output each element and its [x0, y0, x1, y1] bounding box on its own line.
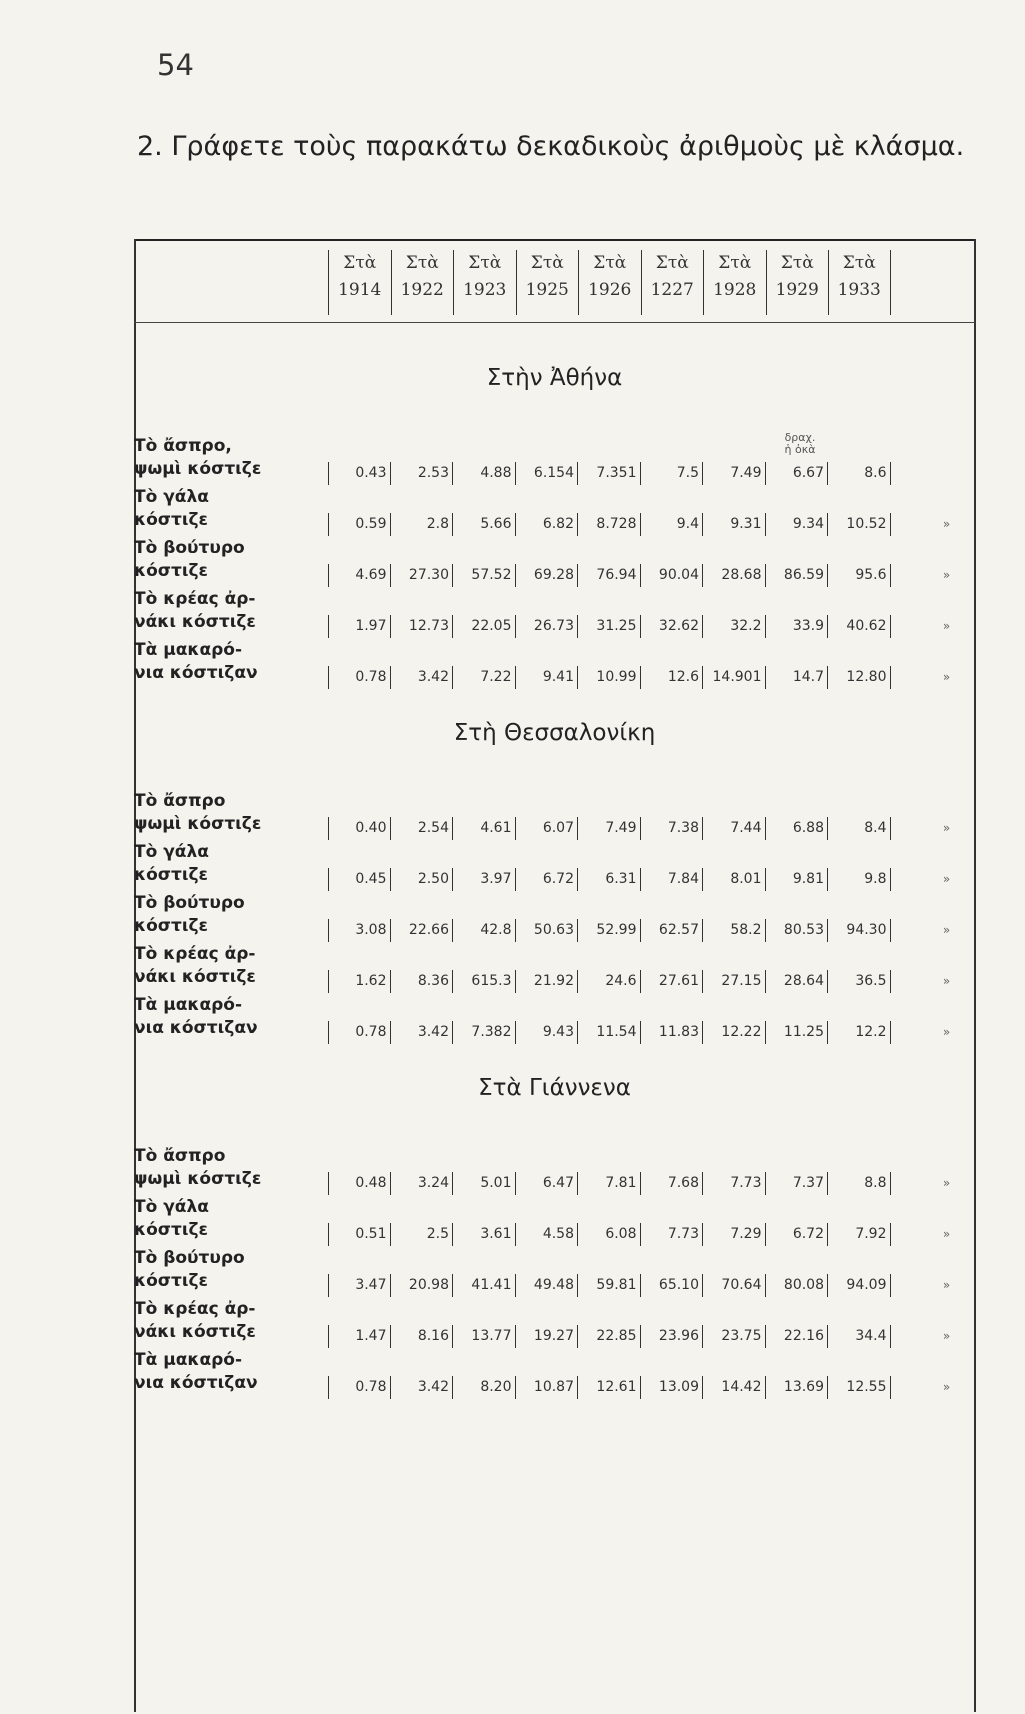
price-cell: 14.901 — [703, 666, 766, 689]
year-header — [828, 250, 891, 315]
unit-header-line2: ἡ ὀκὰ — [784, 443, 816, 456]
year-prefix: Στὰ — [343, 253, 377, 273]
price-cell: 80.08 — [766, 1274, 829, 1297]
price-cell: 4.61 — [453, 817, 516, 840]
price-cell: 9.43 — [516, 1021, 579, 1044]
row-label — [134, 943, 322, 989]
price-cell: 10.87 — [516, 1376, 579, 1399]
year-value: 1933 — [837, 280, 881, 300]
year-prefix: Στὰ — [780, 253, 814, 273]
price-cell: 6.47 — [516, 1172, 579, 1195]
price-cell: 6.07 — [516, 817, 579, 840]
price-cell: 11.83 — [641, 1021, 704, 1044]
price-cell: 8.6 — [828, 462, 891, 485]
price-cell: 8.01 — [703, 868, 766, 891]
price-cell: 33.9 — [766, 615, 829, 638]
price-cell: 3.97 — [453, 868, 516, 891]
year-value: 1928 — [713, 280, 757, 300]
price-cell: 7.49 — [703, 462, 766, 485]
price-cell: 3.08 — [328, 919, 391, 942]
year-header — [766, 250, 829, 315]
row-label-line1: Τὸ ἄσπρο — [134, 791, 226, 811]
row-label-line2: νάκι κόστιζε — [134, 612, 256, 632]
table-row — [134, 1145, 975, 1195]
price-cell: 3.61 — [453, 1223, 516, 1246]
year-value: 1929 — [775, 280, 819, 300]
year-prefix: Στὰ — [655, 253, 689, 273]
price-cell: 40.62 — [828, 615, 891, 638]
year-value: 1925 — [525, 280, 569, 300]
year-header-row — [328, 250, 891, 315]
row-label — [134, 892, 322, 938]
section-title: Στὰ Γιάννενα — [478, 1075, 631, 1101]
price-cell: 0.78 — [328, 1021, 391, 1044]
row-label — [134, 1145, 322, 1191]
price-cell: 4.88 — [453, 462, 516, 485]
price-cell: 6.82 — [516, 513, 579, 536]
price-cell: 8.4 — [828, 817, 891, 840]
row-label-line1: Τὸ ἄσπρο — [134, 1146, 226, 1166]
price-cell: 0.78 — [328, 666, 391, 689]
table-row — [134, 486, 975, 536]
price-cell: 1.47 — [328, 1325, 391, 1348]
price-cell: 6.31 — [578, 868, 641, 891]
unit-ditto-mark: » — [942, 670, 951, 684]
price-cell: 49.48 — [516, 1274, 579, 1297]
price-cell: 94.09 — [828, 1274, 891, 1297]
price-cell: 7.38 — [641, 817, 704, 840]
table-row — [134, 435, 975, 485]
price-cell: 8.16 — [391, 1325, 454, 1348]
price-cell: 34.4 — [828, 1325, 891, 1348]
year-header — [328, 250, 391, 315]
price-cell: 7.84 — [641, 868, 704, 891]
unit-header-line1: δραχ. — [784, 431, 816, 444]
price-cell: 2.8 — [391, 513, 454, 536]
price-cell: 22.05 — [453, 615, 516, 638]
row-label-line2: νάκι κόστιζε — [134, 1322, 256, 1342]
year-value: 1227 — [650, 280, 694, 300]
row-label-line2: κόστιζε — [134, 561, 208, 581]
year-prefix: Στὰ — [718, 253, 752, 273]
table-row — [134, 994, 975, 1044]
row-label-line1: Τὸ βούτυρο — [134, 1248, 245, 1268]
row-label-line2: κόστιζε — [134, 1220, 208, 1240]
price-cell: 9.8 — [828, 868, 891, 891]
year-header — [453, 250, 516, 315]
price-cell: 28.68 — [703, 564, 766, 587]
price-cell: 9.81 — [766, 868, 829, 891]
price-cell: 3.24 — [391, 1172, 454, 1195]
price-cell: 12.2 — [828, 1021, 891, 1044]
price-cell: 2.53 — [391, 462, 454, 485]
price-cell: 28.64 — [766, 970, 829, 993]
row-label-line1: Τὰ μακαρό- — [134, 640, 243, 660]
price-cell: 0.48 — [328, 1172, 391, 1195]
price-cell: 3.42 — [391, 1376, 454, 1399]
row-label-line1: Τὸ γάλα — [134, 1197, 209, 1217]
year-header — [703, 250, 766, 315]
year-header — [641, 250, 704, 315]
price-cell: 7.44 — [703, 817, 766, 840]
row-label — [134, 537, 322, 583]
price-cell: 12.73 — [391, 615, 454, 638]
price-cell: 0.40 — [328, 817, 391, 840]
price-cell: 0.59 — [328, 513, 391, 536]
price-cell: 3.42 — [391, 666, 454, 689]
year-header — [578, 250, 641, 315]
row-label — [134, 1349, 322, 1395]
price-cell: 6.72 — [766, 1223, 829, 1246]
row-label-line2: νια κόστιζαν — [134, 1373, 258, 1393]
year-header — [391, 250, 454, 315]
price-cell: 10.99 — [578, 666, 641, 689]
price-cell: 70.64 — [703, 1274, 766, 1297]
price-cell: 26.73 — [516, 615, 579, 638]
row-label-line2: κόστιζε — [134, 865, 208, 885]
price-cell: 7.73 — [641, 1223, 704, 1246]
row-label — [134, 841, 322, 887]
price-cell: 7.73 — [703, 1172, 766, 1195]
year-value: 1926 — [588, 280, 632, 300]
row-label — [134, 486, 322, 532]
price-cell: 8.20 — [453, 1376, 516, 1399]
price-cell: 6.154 — [516, 462, 579, 485]
price-cell: 3.42 — [391, 1021, 454, 1044]
price-cell: 76.94 — [578, 564, 641, 587]
price-cell: 23.75 — [703, 1325, 766, 1348]
unit-ditto-mark: » — [942, 923, 951, 937]
price-cell: 23.96 — [641, 1325, 704, 1348]
unit-ditto-mark: » — [942, 1329, 951, 1343]
price-cell: 12.80 — [828, 666, 891, 689]
row-label — [134, 1196, 322, 1242]
row-label — [134, 639, 322, 685]
year-value: 1914 — [338, 280, 382, 300]
price-cell: 0.45 — [328, 868, 391, 891]
price-cell: 7.92 — [828, 1223, 891, 1246]
price-cell: 52.99 — [578, 919, 641, 942]
price-cell: 1.97 — [328, 615, 391, 638]
price-cell: 9.34 — [766, 513, 829, 536]
unit-ditto-mark: » — [942, 821, 951, 835]
year-prefix: Στὰ — [405, 253, 439, 273]
price-cell: 7.81 — [578, 1172, 641, 1195]
unit-ditto-mark: » — [942, 1227, 951, 1241]
year-prefix: Στὰ — [593, 253, 627, 273]
row-label-line1: Τὸ γάλα — [134, 487, 209, 507]
table-row — [134, 790, 975, 840]
year-prefix: Στὰ — [468, 253, 502, 273]
row-label-line1: Τὸ βούτυρο — [134, 893, 245, 913]
price-cell: 2.5 — [391, 1223, 454, 1246]
exercise-text: 2. Γράφετε τοὺς παρακάτω δεκαδικοὺς ἀριθμοὺς μὲ κλάσμα. — [137, 131, 965, 162]
price-cell: 94.30 — [828, 919, 891, 942]
price-cell: 7.49 — [578, 817, 641, 840]
price-cell: 59.81 — [578, 1274, 641, 1297]
unit-ditto-mark: » — [942, 619, 951, 633]
price-cell: 13.77 — [453, 1325, 516, 1348]
price-cell: 0.43 — [328, 462, 391, 485]
price-cell: 3.47 — [328, 1274, 391, 1297]
price-cell: 42.8 — [453, 919, 516, 942]
unit-ditto-mark: » — [942, 1380, 951, 1394]
table-row — [134, 841, 975, 891]
price-cell: 69.28 — [516, 564, 579, 587]
table-row — [134, 1247, 975, 1297]
price-cell: 8.36 — [391, 970, 454, 993]
row-label — [134, 588, 322, 634]
price-cell: 31.25 — [578, 615, 641, 638]
row-label-line1: Τὰ μακαρό- — [134, 1350, 243, 1370]
table-row — [134, 1298, 975, 1348]
price-cell: 6.08 — [578, 1223, 641, 1246]
price-cell: 95.6 — [828, 564, 891, 587]
price-cell: 27.61 — [641, 970, 704, 993]
row-label-line2: κόστιζε — [134, 1271, 208, 1291]
price-cell: 14.42 — [703, 1376, 766, 1399]
price-cell: 0.78 — [328, 1376, 391, 1399]
price-cell: 2.50 — [391, 868, 454, 891]
unit-ditto-mark: » — [942, 974, 951, 988]
year-value: 1923 — [463, 280, 507, 300]
row-label-line2: κόστιζε — [134, 510, 208, 530]
price-cell: 32.2 — [703, 615, 766, 638]
unit-ditto-mark: » — [942, 1278, 951, 1292]
row-label-line1: Τὸ κρέας ἀρ- — [134, 589, 256, 609]
price-cell: 1.62 — [328, 970, 391, 993]
row-label-line1: Τὰ μακαρό- — [134, 995, 243, 1015]
unit-ditto-mark: » — [942, 517, 951, 531]
price-cell: 41.41 — [453, 1274, 516, 1297]
price-cell: 21.92 — [516, 970, 579, 993]
price-cell: 22.16 — [766, 1325, 829, 1348]
row-label — [134, 435, 322, 481]
section-title: Στὴ Θεσσαλονίκη — [453, 720, 656, 746]
section-title: Στὴν Ἀθήνα — [486, 365, 623, 391]
price-cell: 8.728 — [578, 513, 641, 536]
price-cell: 8.8 — [828, 1172, 891, 1195]
price-cell: 62.57 — [641, 919, 704, 942]
row-label — [134, 1247, 322, 1293]
year-prefix: Στὰ — [842, 253, 876, 273]
row-label-line2: νια κόστιζαν — [134, 1018, 258, 1038]
table-row — [134, 537, 975, 587]
row-label-line1: Τὸ γάλα — [134, 842, 209, 862]
price-cell: 7.351 — [578, 462, 641, 485]
price-cell: 22.85 — [578, 1325, 641, 1348]
price-cell: 11.54 — [578, 1021, 641, 1044]
price-cell: 615.3 — [453, 970, 516, 993]
price-cell: 10.52 — [828, 513, 891, 536]
price-cell: 7.22 — [453, 666, 516, 689]
price-cell: 32.62 — [641, 615, 704, 638]
unit-ditto-mark: » — [942, 568, 951, 582]
table-row — [134, 892, 975, 942]
table-row — [134, 1349, 975, 1399]
price-cell: 13.69 — [766, 1376, 829, 1399]
price-cell: 22.66 — [391, 919, 454, 942]
price-cell: 80.53 — [766, 919, 829, 942]
price-cell: 65.10 — [641, 1274, 704, 1297]
price-cell: 20.98 — [391, 1274, 454, 1297]
price-cell: 27.15 — [703, 970, 766, 993]
price-cell: 36.5 — [828, 970, 891, 993]
price-cell: 6.88 — [766, 817, 829, 840]
table-row — [134, 943, 975, 993]
price-cell: 57.52 — [453, 564, 516, 587]
price-cell: 2.54 — [391, 817, 454, 840]
price-cell: 7.382 — [453, 1021, 516, 1044]
price-cell: 5.66 — [453, 513, 516, 536]
price-cell: 12.22 — [703, 1021, 766, 1044]
row-label-line2: νάκι κόστιζε — [134, 967, 256, 987]
price-cell: 24.6 — [578, 970, 641, 993]
row-label-line1: Τὸ ἄσπρο, — [134, 436, 232, 456]
unit-ditto-mark: » — [942, 1176, 951, 1190]
row-label — [134, 790, 322, 836]
header-divider — [134, 322, 975, 323]
price-cell: 86.59 — [766, 564, 829, 587]
price-cell: 19.27 — [516, 1325, 579, 1348]
price-cell: 13.09 — [641, 1376, 704, 1399]
year-value: 1922 — [400, 280, 444, 300]
row-label-line2: κόστιζε — [134, 916, 208, 936]
price-cell: 11.25 — [766, 1021, 829, 1044]
price-cell: 0.51 — [328, 1223, 391, 1246]
price-cell: 7.68 — [641, 1172, 704, 1195]
price-cell: 12.61 — [578, 1376, 641, 1399]
price-cell: 7.5 — [641, 462, 704, 485]
row-label-line2: ψωμὶ κόστιζε — [134, 814, 262, 834]
row-label — [134, 994, 322, 1040]
row-label-line2: ψωμὶ κόστιζε — [134, 1169, 262, 1189]
price-cell: 12.6 — [641, 666, 704, 689]
price-cell: 50.63 — [516, 919, 579, 942]
row-label-line1: Τὸ βούτυρο — [134, 538, 245, 558]
row-label-line1: Τὸ κρέας ἀρ- — [134, 1299, 256, 1319]
price-cell: 9.41 — [516, 666, 579, 689]
price-cell: 5.01 — [453, 1172, 516, 1195]
row-label — [134, 1298, 322, 1344]
price-cell: 9.31 — [703, 513, 766, 536]
price-cell: 6.72 — [516, 868, 579, 891]
price-cell: 12.55 — [828, 1376, 891, 1399]
price-cell: 9.4 — [641, 513, 704, 536]
row-label-line2: ψωμὶ κόστιζε — [134, 459, 262, 479]
price-cell: 7.37 — [766, 1172, 829, 1195]
price-cell: 4.58 — [516, 1223, 579, 1246]
price-cell: 4.69 — [328, 564, 391, 587]
year-header — [516, 250, 579, 315]
unit-ditto-mark: » — [942, 1025, 951, 1039]
year-prefix: Στὰ — [530, 253, 564, 273]
price-cell: 58.2 — [703, 919, 766, 942]
table-row — [134, 639, 975, 689]
page-number: 54 — [157, 48, 194, 82]
price-cell: 6.67 — [766, 462, 829, 485]
row-label-line2: νια κόστιζαν — [134, 663, 258, 683]
price-cell: 7.29 — [703, 1223, 766, 1246]
price-cell: 14.7 — [766, 666, 829, 689]
table-row — [134, 588, 975, 638]
row-label-line1: Τὸ κρέας ἀρ- — [134, 944, 256, 964]
table-row — [134, 1196, 975, 1246]
price-cell: 90.04 — [641, 564, 704, 587]
price-cell: 27.30 — [391, 564, 454, 587]
unit-ditto-mark: » — [942, 872, 951, 886]
